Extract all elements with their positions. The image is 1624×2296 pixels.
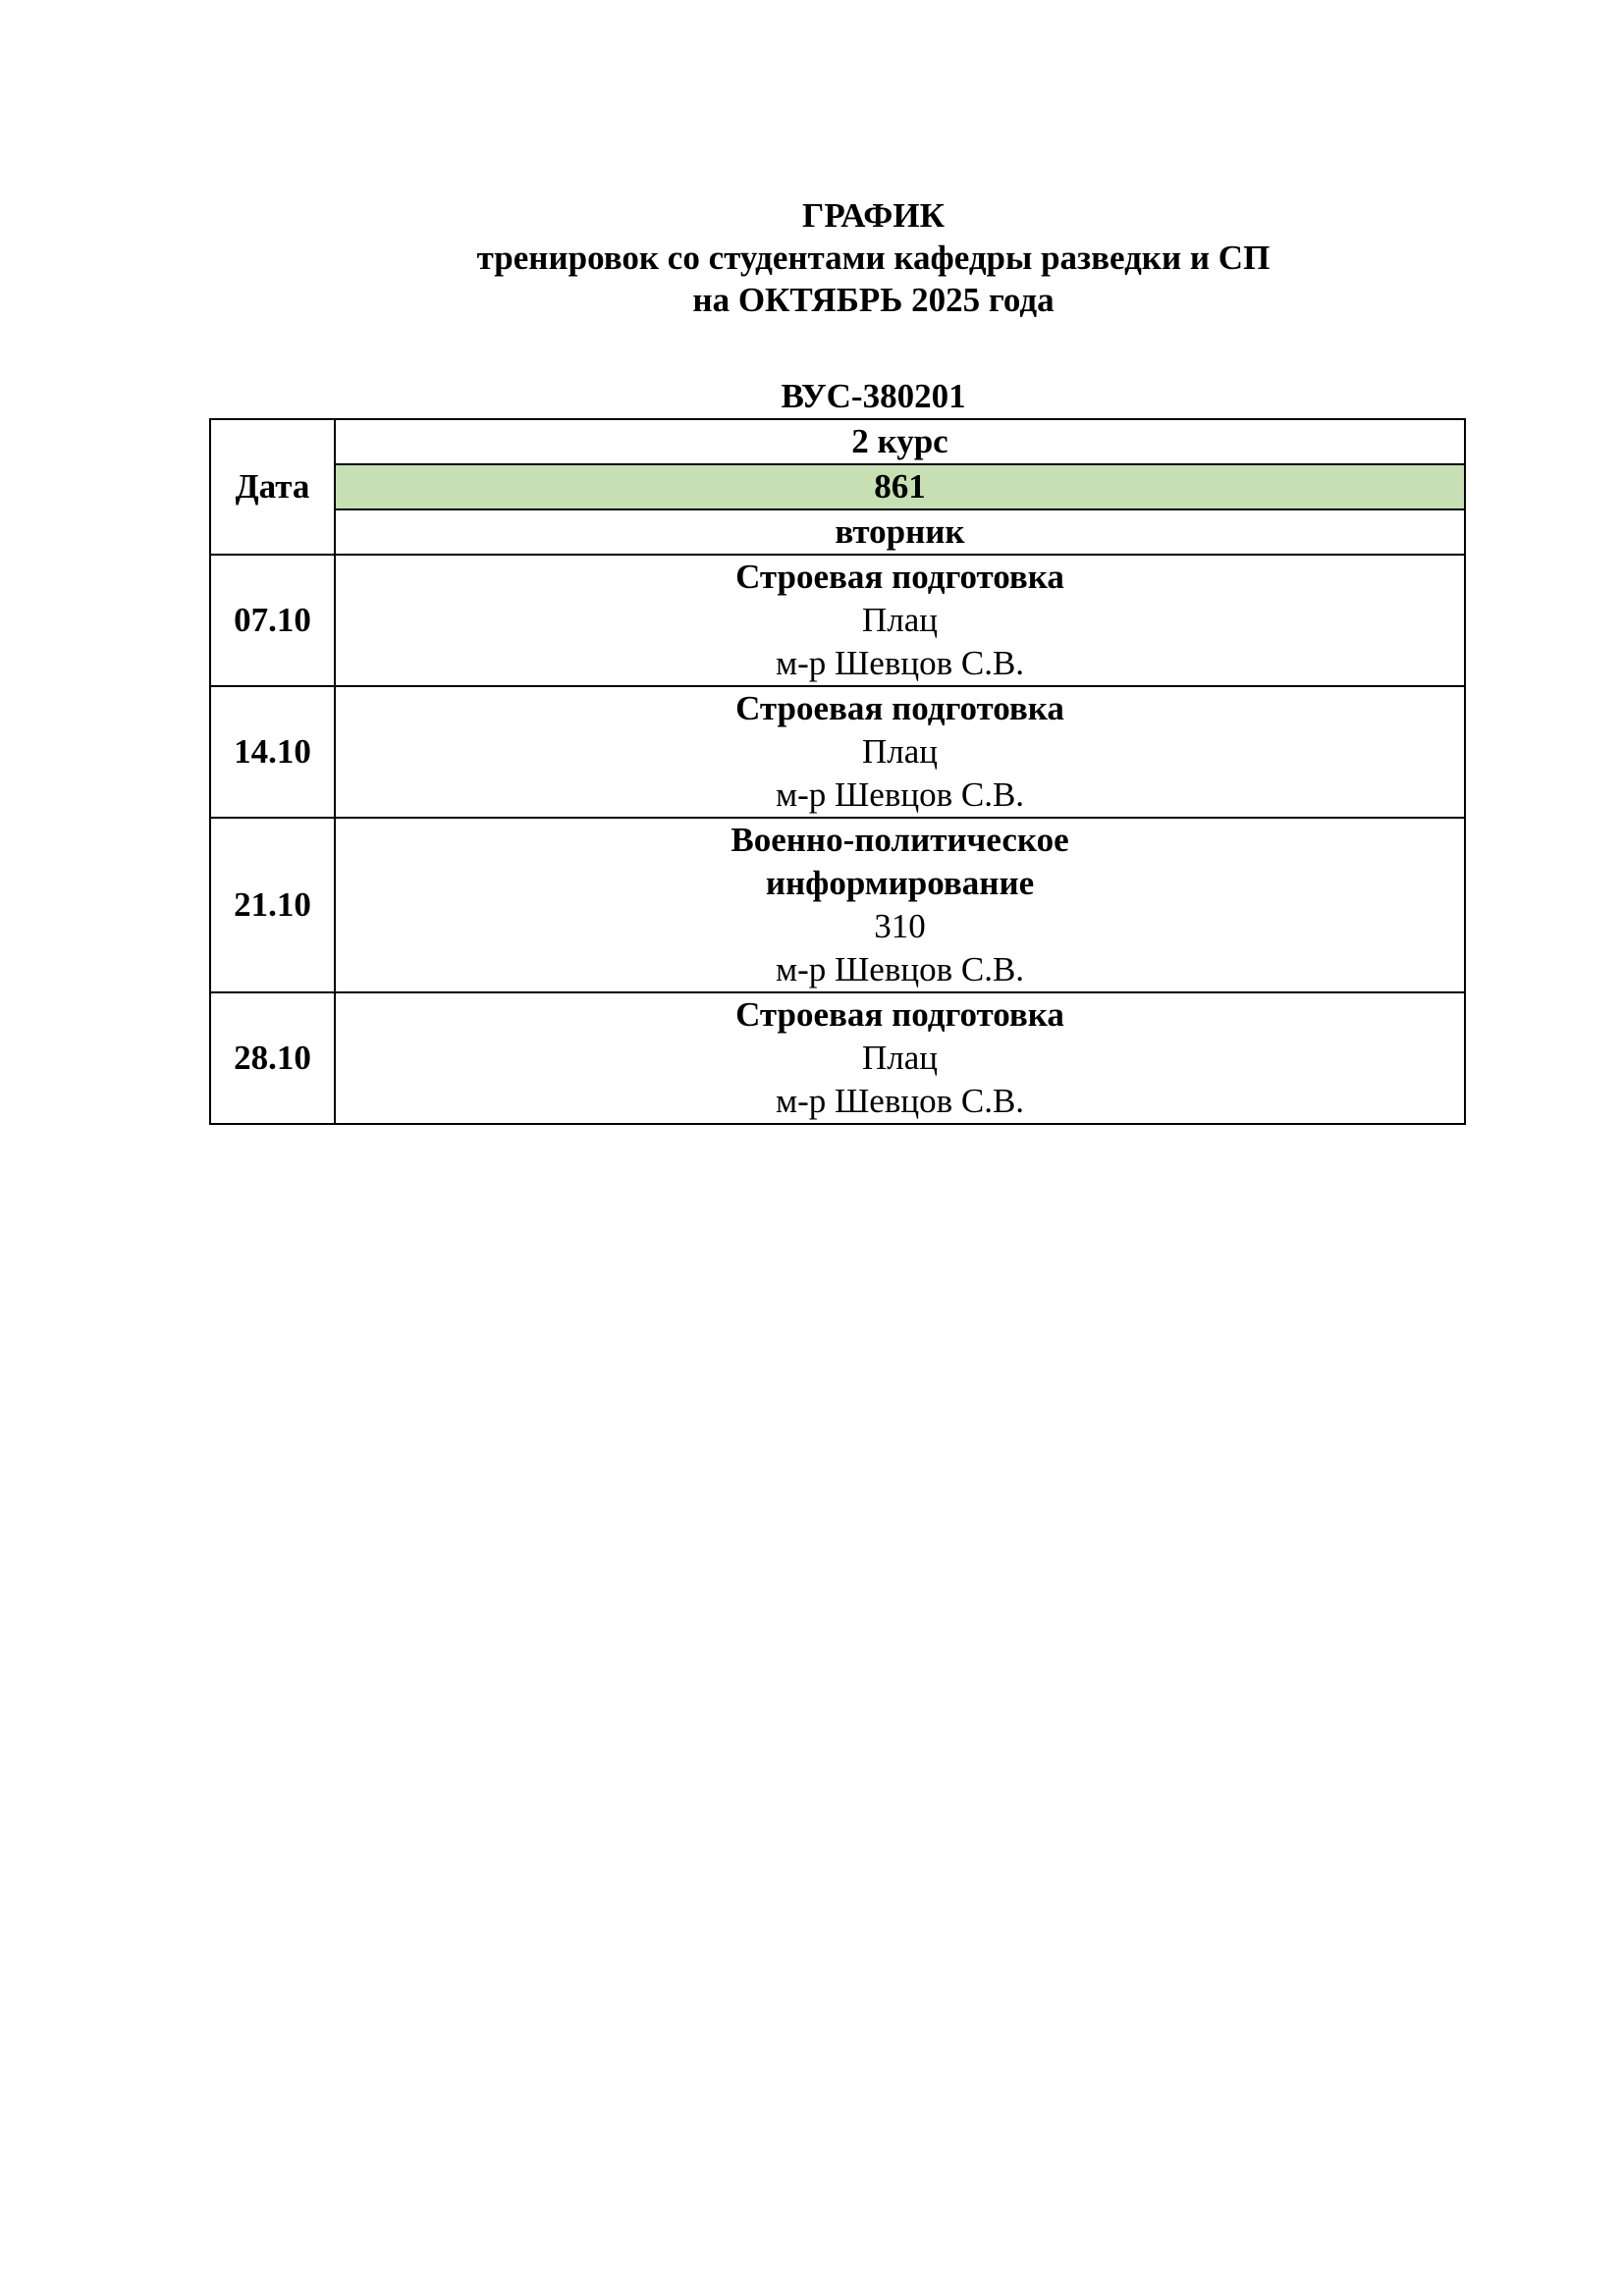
- row-subject: Строевая подготовка: [735, 995, 1064, 1034]
- row-teacher: м-р Шевцов С.В.: [775, 950, 1025, 988]
- group-header: 861: [335, 464, 1465, 509]
- row-date: 07.10: [210, 555, 335, 686]
- table-row: [210, 818, 1465, 992]
- row-subject: Строевая подготовка: [735, 689, 1064, 727]
- vus-code: ВУС-380201: [781, 377, 966, 415]
- row-teacher: м-р Шевцов С.В.: [775, 775, 1025, 814]
- table-row: [210, 992, 1465, 1124]
- row-teacher: м-р Шевцов С.В.: [775, 1082, 1025, 1120]
- row-date: 28.10: [210, 992, 335, 1124]
- row-teacher: м-р Шевцов С.В.: [775, 644, 1025, 682]
- row-place: Плац: [861, 1039, 938, 1077]
- row-entry: [335, 818, 1465, 992]
- header-row-group: [210, 464, 1465, 509]
- document-title: ГРАФИК: [802, 196, 945, 235]
- row-entry: [335, 555, 1465, 686]
- row-place: Плац: [861, 601, 938, 639]
- date-column-header: Дата: [210, 419, 335, 555]
- row-entry: [335, 686, 1465, 818]
- table-row: [210, 555, 1465, 686]
- row-date: 14.10: [210, 686, 335, 818]
- table-row: [210, 686, 1465, 818]
- row-place: 310: [874, 907, 926, 945]
- row-subject: Строевая подготовка: [735, 558, 1064, 596]
- header-row-weekday: [210, 509, 1465, 555]
- course-header: 2 курс: [335, 419, 1465, 464]
- document-period: на ОКТЯБРЬ 2025 года: [692, 281, 1055, 319]
- row-entry: [335, 992, 1465, 1124]
- row-date: 21.10: [210, 818, 335, 992]
- document-subtitle: тренировок со студентами кафедры разведки и СП: [476, 239, 1271, 277]
- row-subject-continued: информирование: [765, 864, 1035, 902]
- row-subject: Военно-политическое: [731, 821, 1069, 859]
- header-row-course: [210, 419, 1465, 464]
- row-place: Плац: [861, 732, 938, 771]
- document-header: [0, 194, 1624, 321]
- schedule-table: [209, 418, 1466, 1125]
- weekday-header: вторник: [335, 509, 1465, 555]
